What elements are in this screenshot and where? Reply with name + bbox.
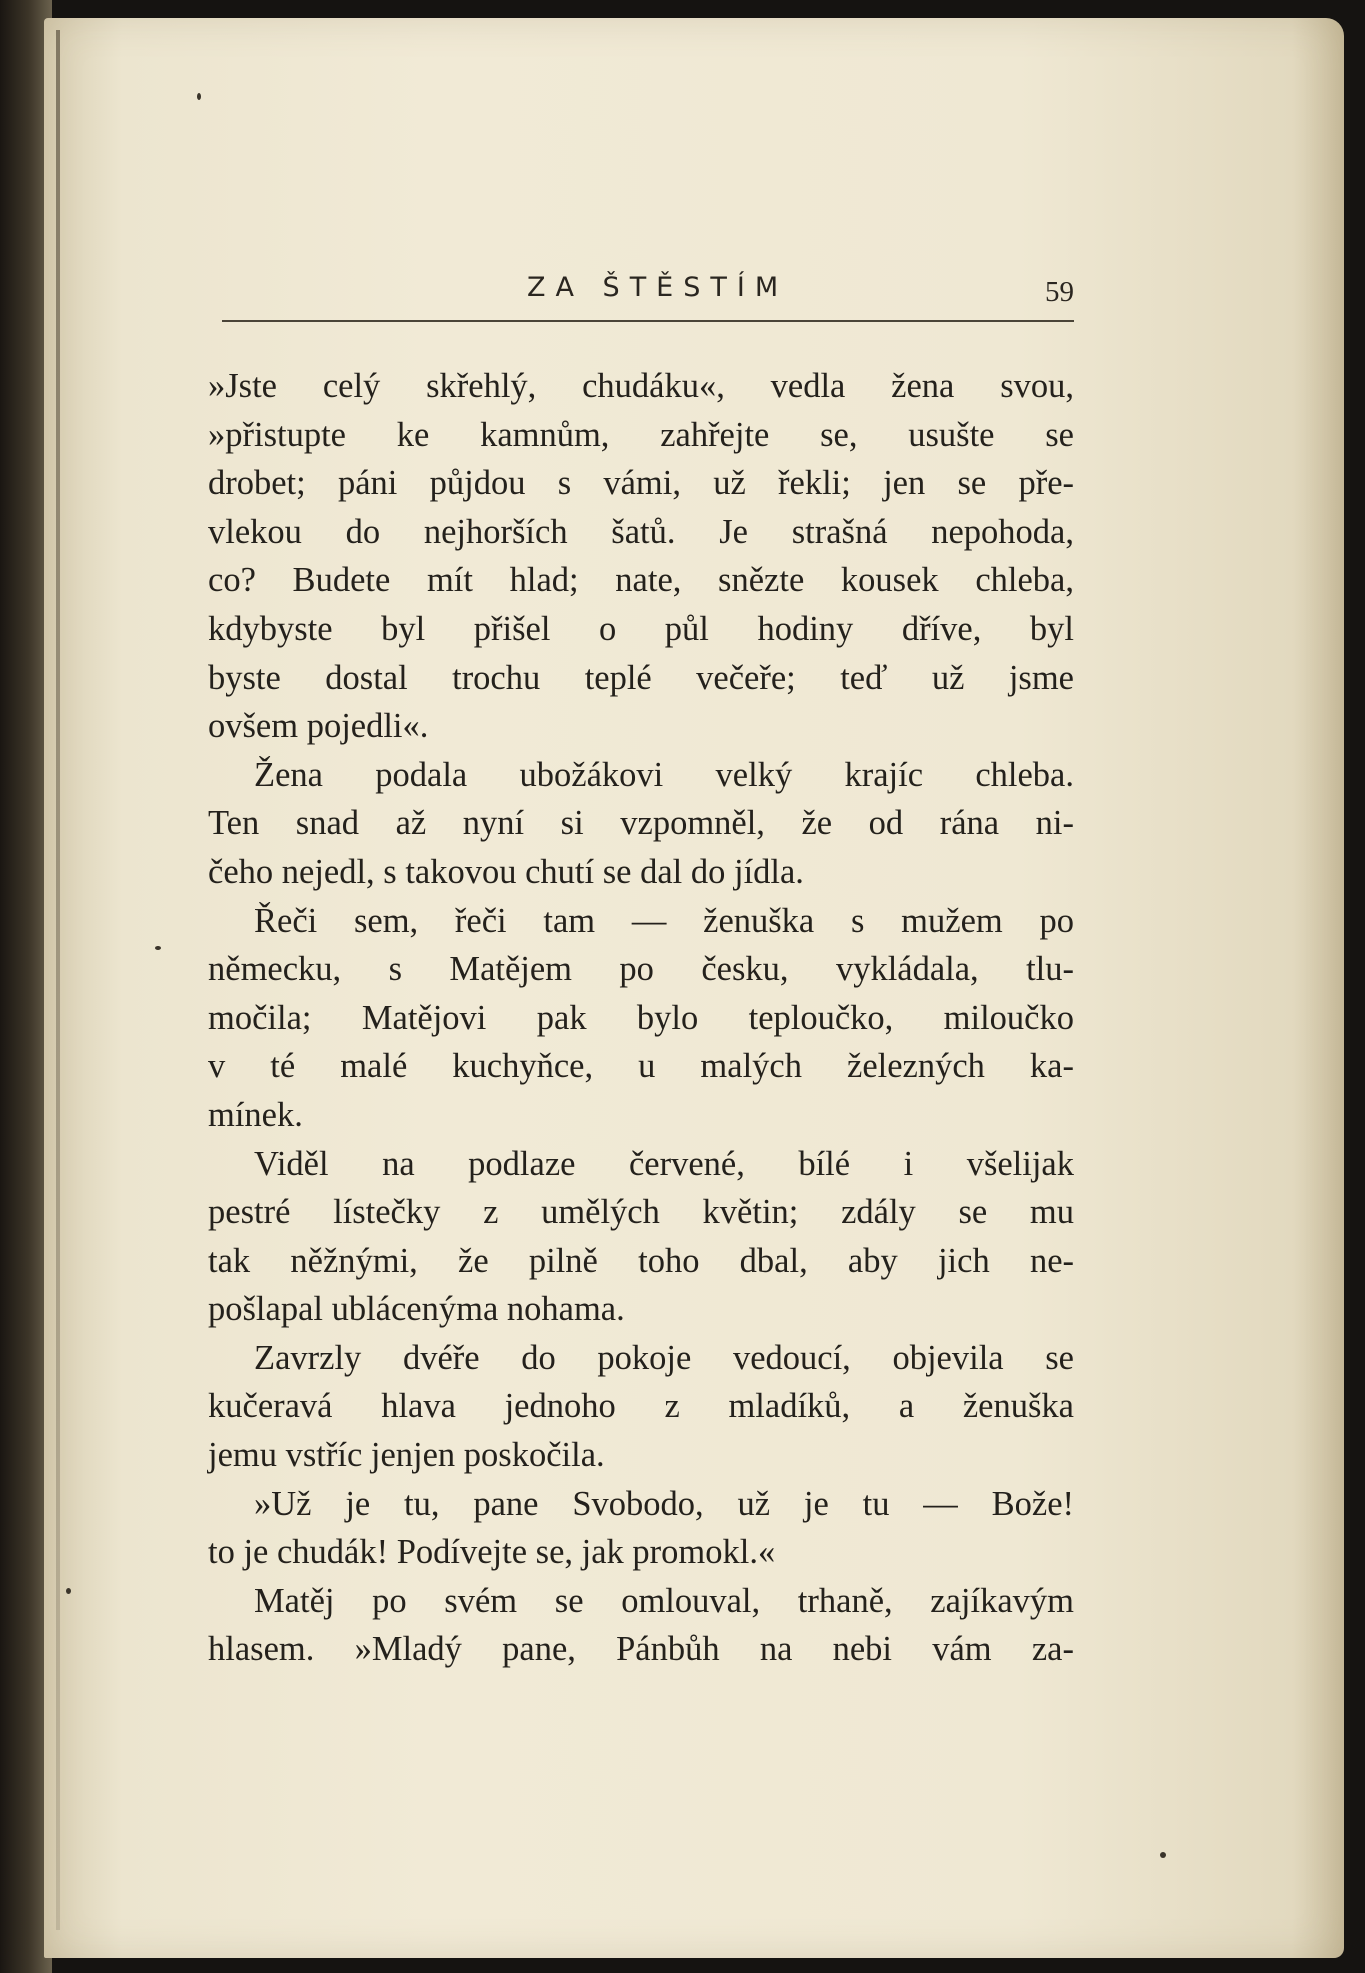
text-line: Matěj po svém se omlouval, trhaně, zajíkavým <box>254 1581 1074 1620</box>
ink-speck <box>66 1588 71 1594</box>
ink-speck <box>1160 1852 1166 1858</box>
ink-speck <box>155 946 161 950</box>
text-line: »přistupte ke kamnům, zahřejte se, usušte se <box>208 415 1074 454</box>
text-line: drobet; páni půjdou s vámi, už řekli; jen se pře- <box>208 464 1074 503</box>
text-line: v té malé kuchyňce, u malých železných ka- <box>208 1047 1074 1086</box>
page-number: 59 <box>1045 276 1074 308</box>
text-line: Viděl na podlaze červené, bílé i všelijak <box>254 1144 1074 1183</box>
text-line: Žena podala ubožákovi velký krajíc chleba. <box>254 755 1074 794</box>
text-line: pošlapal ublácenýma nohama. <box>208 1290 625 1329</box>
text-line: tak něžnými, že pilně toho dbal, aby jich ne- <box>208 1241 1074 1280</box>
text-line: Ten snad až nyní si vzpomněl, že od rána ni- <box>208 804 1074 843</box>
page-header <box>222 268 1074 322</box>
text-line: kučeravá hlava jednoho z mladíků, a ženuška <box>208 1387 1074 1426</box>
text-line: byste dostal trochu teplé večeře; teď už jsme <box>208 658 1074 697</box>
text-line: »Jste celý skřehlý, chudáku«, vedla žena svou, <box>208 367 1074 405</box>
text-line: mínek. <box>208 1095 303 1134</box>
running-title: ZA ŠTĚSTÍM <box>527 272 789 303</box>
page-edge-shadow <box>56 30 60 1930</box>
text-line: močila; Matějovi pak bylo teploučko, miloučko <box>208 998 1074 1037</box>
text-line: čeho nejedl, s takovou chutí se dal do jídla. <box>208 852 804 891</box>
text-line: Zavrzly dvéře do pokoje vedoucí, objevila se <box>254 1338 1074 1377</box>
text-line: německu, s Matějem po česku, vykládala, tlu- <box>208 950 1074 989</box>
ink-speck <box>197 93 201 100</box>
text-line: »Už je tu, pane Svobodo, už je tu — Bože! <box>254 1484 1074 1523</box>
text-line: kdybyste byl přišel o půl hodiny dříve, byl <box>208 609 1074 648</box>
text-line: co? Budete mít hlad; nate, snězte kousek chleba, <box>208 561 1074 600</box>
text-line: pestré lístečky z umělých květin; zdály se mu <box>208 1193 1074 1232</box>
text-line: ovšem pojedli«. <box>208 707 429 746</box>
text-line: hlasem. »Mladý pane, Pánbůh na nebi vám za- <box>208 1630 1074 1669</box>
text-line: jemu vstříc jenjen poskočila. <box>208 1436 605 1475</box>
text-line: to je chudák! Podívejte se, jak promokl.« <box>208 1533 776 1572</box>
body-text <box>208 362 1074 1674</box>
text-line: vlekou do nejhorších šatů. Je strašná nepohoda, <box>208 512 1074 551</box>
text-line: Řeči sem, řeči tam — ženuška s mužem po <box>254 901 1074 940</box>
